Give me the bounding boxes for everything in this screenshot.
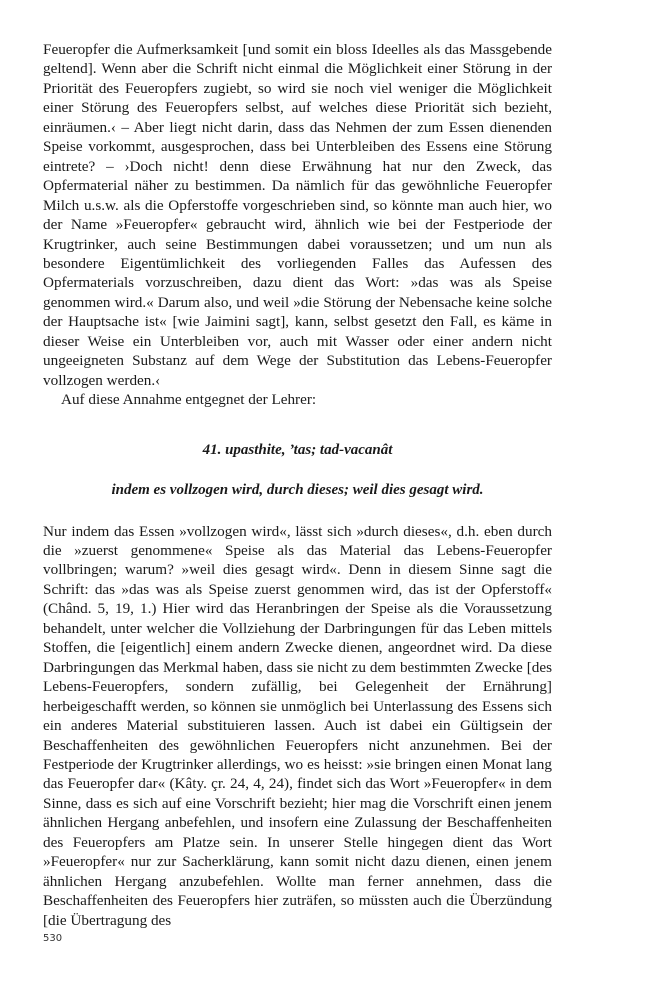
sutra-source-heading: 41. upasthite, ’tas; tad-vacanât <box>202 441 393 458</box>
sutra-translation-heading: indem es vollzogen wird, durch dieses; weil dies gesagt wird. <box>111 482 484 499</box>
intro-paragraph: Auf diese Annahme entgegnet der Lehrer: <box>61 391 317 409</box>
page-number: 530 <box>43 933 63 944</box>
commentary-paragraph: Nur indem das Essen »vollzogen wird«, lässt sich »durch dieses«, d.h. eben durch die »zuerst genommene« Speise als das Material das Lebens-Feueropfer vollbringen; warum? »weil dies gesagt wird«. Denn in diesem Sinne sagt die Schrift: das »das was als Speise zuerst genommen wird, das ist der Opferstoff« (Chând. 5, 19, 1.) Hier wird das Heranbringen der Speise als die Voraussetzung behandelt, unter welcher die Vollziehung der Darbringungen für das Leben mittels Stoffen, die [eigentlich] einem andern Zwecke dienen, angeordnet wird. Da diese Darbringungen das Merkmal haben, dass sie nicht zu dem bestimmten Zwecke [des Lebens-Feueropfers, sondern zufällig, bei Gelegenheit der Ernährung] herbeigeschafft werden, so können sie unmöglich bei Unterlassung des Essens sich ein anderes Material substituieren lassen. Auch ist dabei ein Gültigsein der Beschaffenheiten des gewöhnlichen Feueropfers nicht anzunehmen. Bei der Festperiode der Krugtrinker allerdings, wo es heisst: »sie bringen einen Monat lang das Feueropfer dar« (Kâty. çr. 24, 4, 24), findet sich das Wort »Feueropfer« in dem Sinne, dass es sich auf eine Vorschrift bezieht; hier mag die Vorschrift einen jenem ähnlichen Hergang anbefehlen, und insofern eine Zulassung der Beschaffenheiten des Feueropfers am Platze sein. In unserer Stelle hingegen dient das Wort »Feueropfer« nur zur Sacherklärung, kann somit nicht dazu dienen, einen jenem ähnlichen Hergang anzubefehlen. Wollte man ferner annehmen, dass die Beschaffenheiten des Feueropfers hier zuträfen, so müssten auch die Überzündung [die Übertragung des <box>43 522 552 929</box>
continuation-paragraph: Feueropfer die Aufmerksamkeit [und somit ein bloss Ideelles als das Massgebende geltend]. Wenn aber die Schrift nicht einmal die Möglichkeit einer Störung in der Priorität des Feueropfers zugiebt, so wird sie noch viel weniger die Möglichkeit einer Störung des Feueropfers selbst, auf welches diese Priorität sich bezieht, einräumen.‹ – Aber liegt nicht darin, dass das Nehmen der zum Essen dienenden Speise vorkommt, ausgesprochen, dass bei Unterbleiben des Essens eine Störung eintrete? – ›Doch nicht! denn diese Erwähnung hat nur den Zweck, das Opfermaterial näher zu bestimmen. Da nämlich für das gewöhnliche Feueropfer Milch u.s.w. als die Opferstoffe vorgeschrieben sind, so könnte man auch hier, wo der Name »Feueropfer« gebraucht wird, ähnlich wie bei der Festperiode der Krugtrinker, auch seine Bestimmungen dabei voraussetzen; und um nun als besondere Eigentümlichkeit des vorliegenden Falles das Aufessen des Opfermaterials vorzuschreiben, dazu dient das Wort: »das was als Speise genommen wird.« Darum also, und weil »die Störung der Nebensache keine solche der Hauptsache ist« [wie Jaimini sagt], kann, selbst gesetzt den Fall, es käme in dieser Weise ein Unterbleiben vor, auch mit Wasser oder einer andern nicht ungeeigneten Substanz auf dem Wege der Substitution das Lebens-Feueropfer vollzogen werden.‹ <box>43 41 552 389</box>
page-body <box>43 40 552 930</box>
